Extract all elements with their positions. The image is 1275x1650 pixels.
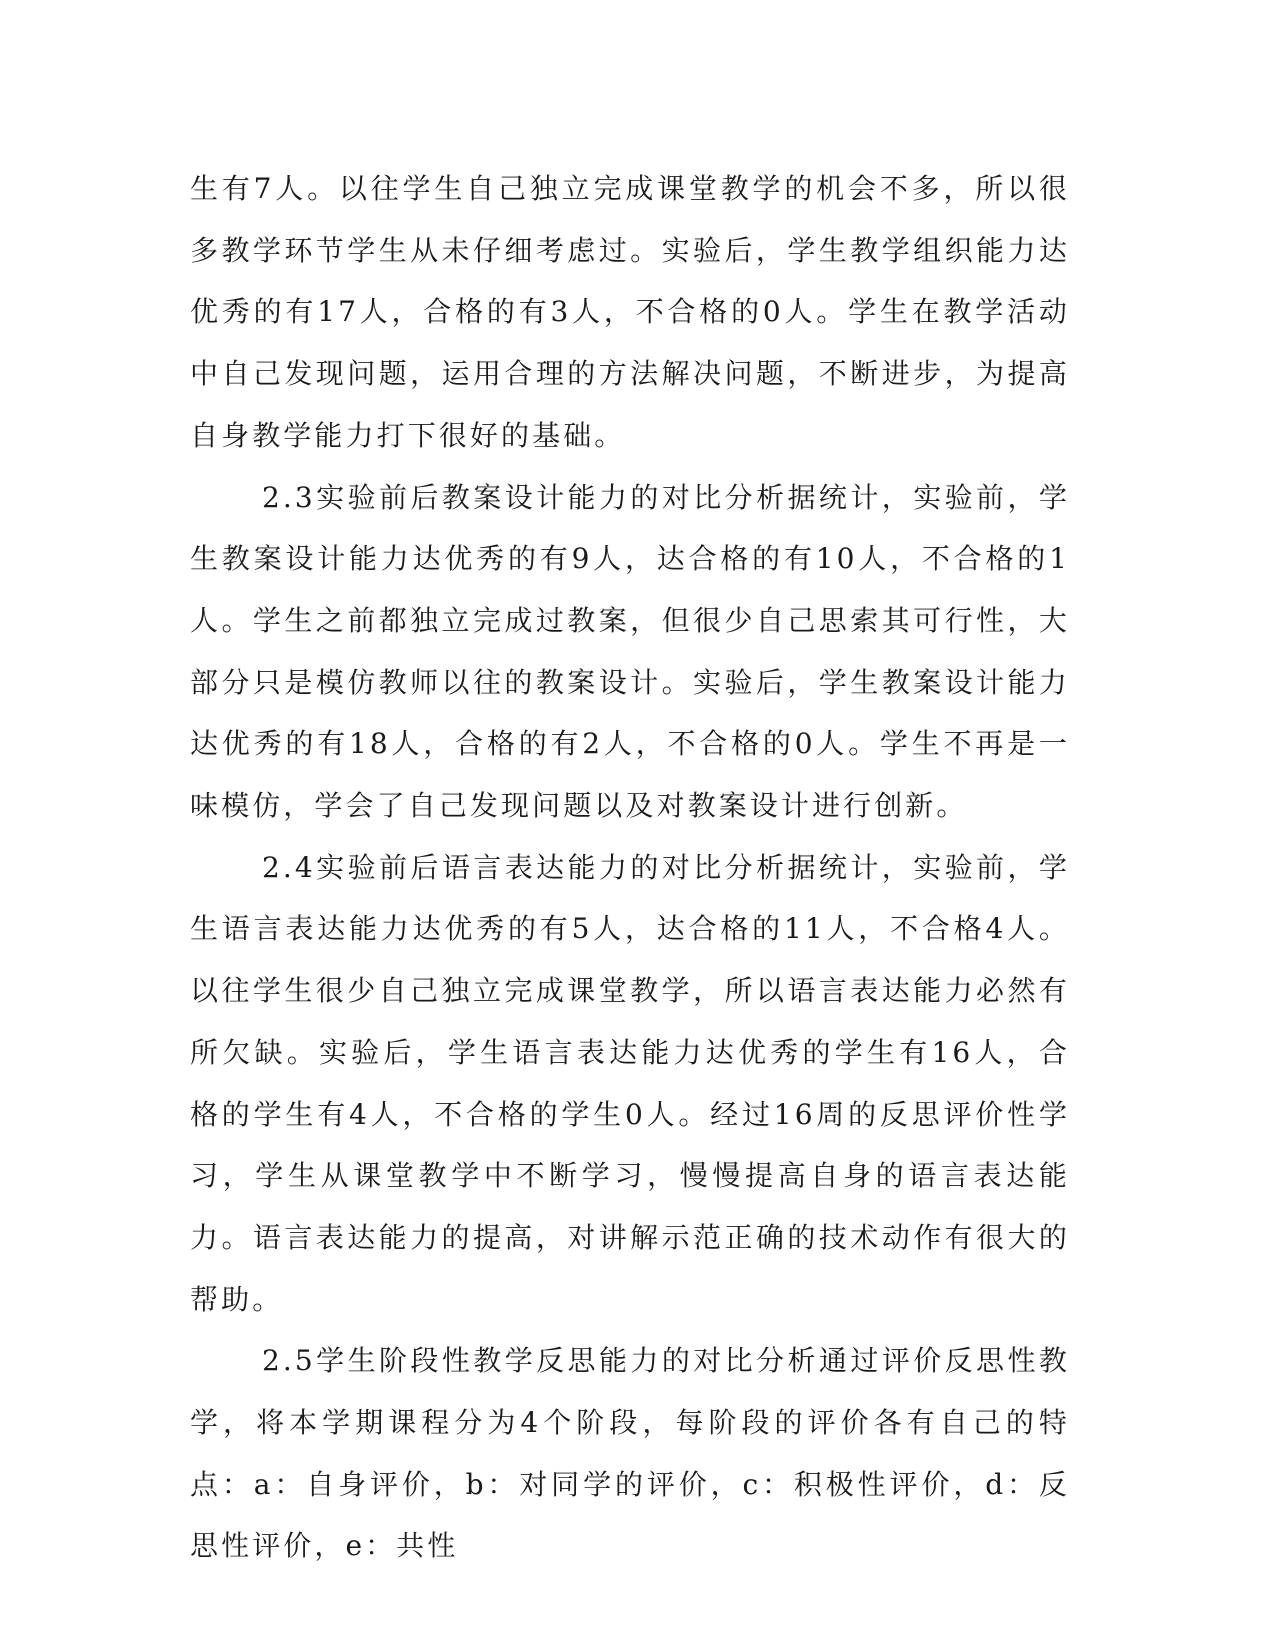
paragraph-section-2-4: 2.4实验前后语言表达能力的对比分析据统计，实验前，学生语言表达能力达优秀的有5人，达合格的11人，不合格4人。以往学生很少自己独立完成课堂教学，所以语言表达能力必然有所欠缺。实验后，学生语言表达能力达优秀的学生有16人，合格的学生有4人，不合格的学生0人。经过16周的反思评价性学习，学生从课堂教学中不断学习，慢慢提高自身的语言表达能力。语言表达能力的提高，对讲解示范正确的技术动作有很大的帮助。 <box>190 850 1070 1316</box>
paragraph-continuation: 生有7人。以往学生自己独立完成课堂教学的机会不多，所以很多教学环节学生从未仔细考虑过。实验后，学生教学组织能力达优秀的有17人，合格的有3人，不合格的0人。学生在教学活动中自己发现问题，运用合理的方法解决问题，不断进步，为提高自身教学能力打下很好的基础。 <box>190 172 1070 452</box>
body-text <box>190 158 1070 1577</box>
paragraph-section-2-3: 2.3实验前后教案设计能力的对比分析据统计，实验前，学生教案设计能力达优秀的有9人，达合格的有10人，不合格的1人。学生之前都独立完成过教案，但很少自己思索其可行性，大部分只是模仿教师以往的教案设计。实验后，学生教案设计能力达优秀的有18人，合格的有2人，不合格的0人。学生不再是一味模仿，学会了自己发现问题以及对教案设计进行创新。 <box>190 480 1070 823</box>
paragraph-section-2-5: 2.5学生阶段性教学反思能力的对比分析通过评价反思性教学，将本学期课程分为4个阶段，每阶段的评价各有自己的特点：a：自身评价，b：对同学的评价，c：积极性评价，d：反思性评价，e：共性 <box>190 1344 1070 1563</box>
